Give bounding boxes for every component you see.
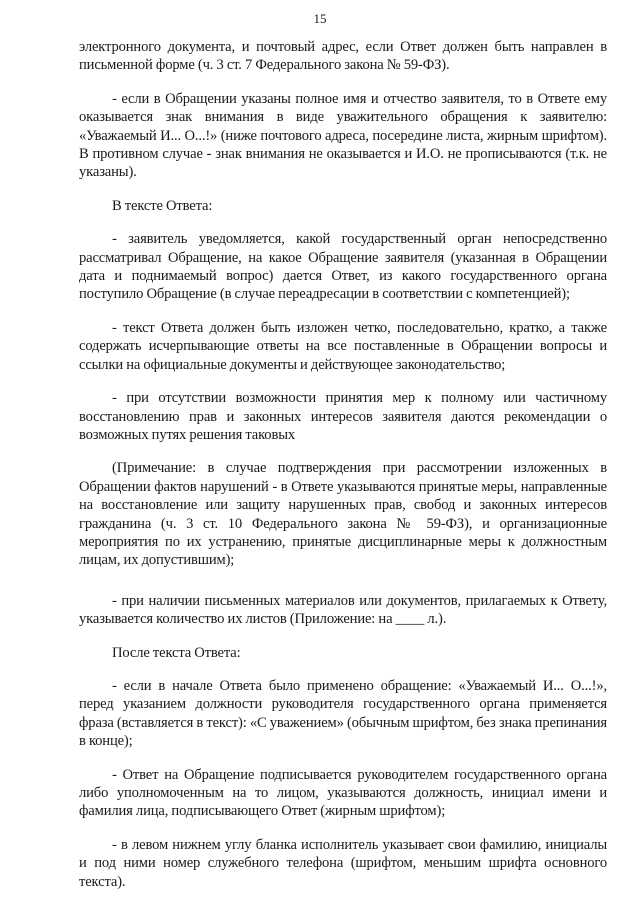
section-heading-answer-text: В тексте Ответа: — [112, 197, 213, 214]
document-body — [79, 38, 607, 906]
paragraph-greeting-rule: - если в Обращении указаны полное имя и отчество заявителя, то в Ответе ему оказывается знак внимания в виде уважительного обращения к заявителю: «Уважаемый И... О...!» (ниже почтового адреса, посередине листа, жирным шрифтом). В противном случае - знак внимания не оказывается и И.О. не прописываются (т.к. не указаны). — [79, 90, 607, 181]
paragraph-notification: - заявитель уведомляется, какой государственный орган непосредственно рассматривал Обращение, на какое Обращение заявителя (указанная в Обращении дата и поднимаемый вопрос) дается Ответ, из какого государственного органа поступило Обращение (в случае переадресации в соответствии с компетенцией); — [79, 231, 607, 303]
paragraph-answer-content: - текст Ответа должен быть изложен четко, последовательно, кратко, а также содержать исчерпывающие ответы на все поставленные в Обращении вопросы и ссылки на официальные документы и действующее законодательство; — [79, 319, 607, 373]
paragraph-continuation: электронного документа, и почтовый адрес, если Ответ должен быть направлен в письменной форме (ч. 3 ст. 7 Федерального закона № 59-ФЗ). — [79, 39, 607, 74]
paragraph-signature: - Ответ на Обращение подписывается руководителем государственного органа либо уполномоченным на то лицом, указываются должность, инициал имени и фамилия лица, подписывающего Ответ (жирным шрифтом); — [79, 766, 607, 820]
section-heading-after-text: После текста Ответа: — [112, 644, 241, 661]
paragraph-attachments: - при наличии письменных материалов или документов, прилагаемых к Ответу, указывается количество их листов (Приложение: на ____ л.). — [79, 592, 607, 628]
paragraph-note: (Примечание: в случае подтверждения при рассмотрении изложенных в Обращении фактов нарушений - в Ответе указываются принятые меры, направленные на восстановление или защиту нарушенных прав, свобод и законных интересов гражданина (ч. 3 ст. 10 Федерального закона № 59-ФЗ), и организационные мероприятия по их устранению, принятые дисциплинарные меры к должностным лицам, их допустившим); — [79, 460, 607, 569]
paragraph-recommendations: - при отсутствии возможности принятия мер к полному или частичному восстановлению прав и законных интересов заявителя даются рекомендации о возможных путях решения таковых — [79, 390, 607, 443]
page-number: 15 — [313, 11, 327, 26]
paragraph-executor: - в левом нижнем углу бланка исполнитель указывает свои фамилию, инициалы и под ними номер служебного телефона (шрифтом, меньшим шрифта основного текста). — [79, 836, 607, 890]
paragraph-closing-phrase: - если в начале Ответа было применено обращение: «Уважаемый И... О...!», перед указанием должности руководителя государственного органа применяется фраза (вставляется в текст): «С уважением» (обычным шрифтом, без знака препинания в конце); — [79, 677, 607, 750]
